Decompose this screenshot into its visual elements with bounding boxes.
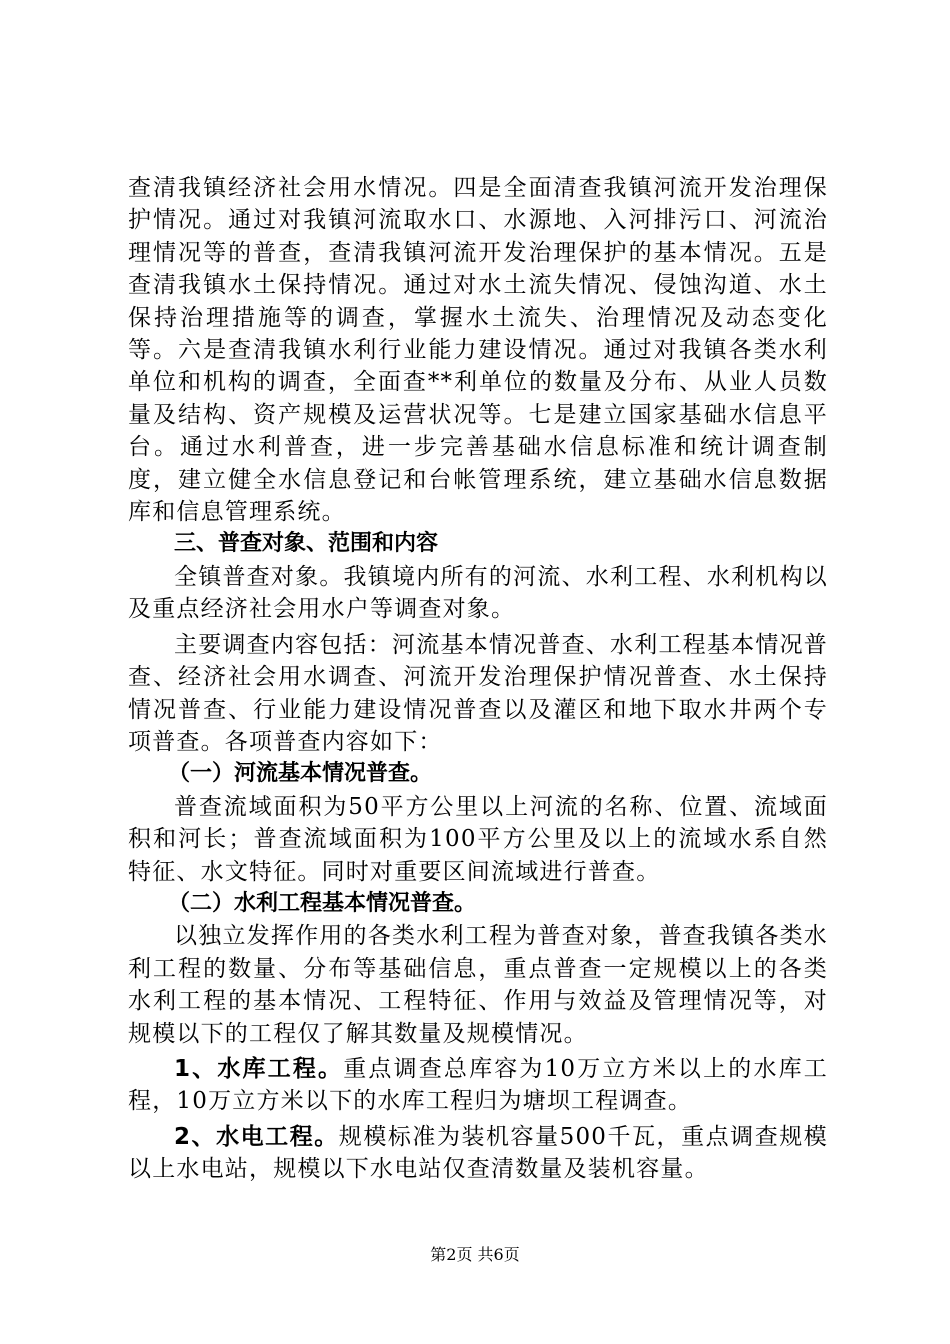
body-paragraph: 全镇普查对象。我镇境内所有的河流、水利工程、水利机构以及重点经济社会用水户等调查对象。	[128, 563, 828, 623]
list-item	[128, 1053, 828, 1118]
item-lead: 1、水库工程。	[174, 1055, 344, 1082]
body-paragraph: 主要调查内容包括：河流基本情况普查、水利工程基本情况普查、经济社会用水调查、河流开发治理保护情况普查、水土保持情况普查、行业能力建设情况普查以及灌区和地下取水井两个专项普查。各项普查内容如下：	[128, 631, 828, 755]
subsection-heading: （二）水利工程基本情况普查。	[168, 890, 477, 916]
item-text: 重点调查总库容为10万立方米以上的水库工程，10万立方米以下的水库工程归为塘坝工程调查。	[128, 1055, 828, 1115]
list-item	[128, 1121, 828, 1186]
item-lead: 2、水电工程。	[174, 1123, 339, 1150]
section-heading: 三、普查对象、范围和内容	[174, 531, 439, 557]
item-text: 规模标准为装机容量500千瓦，重点调查规模以上水电站，规模以下水电站仅查清数量及装机容量。	[128, 1123, 828, 1183]
intro-paragraph: 查清我镇经济社会用水情况。四是全面清查我镇河流开发治理保护情况。通过对我镇河流取水口、水源地、入河排污口、河流治理情况等的普查，查清我镇河流开发治理保护的基本情况。五是查清我镇水土保持情况。通过对水土流失情况、侵蚀沟道、水土保持治理措施等的调查，掌握水土流失、治理情况及动态变化等。六是查清我镇水利行业能力建设情况。通过对我镇各类水利单位和机构的调查，全面查**利单位的数量及分布、从业人员数量及结构、资产规模及运营状况等。七是建立国家基础水信息平台。通过水利普查，进一步完善基础水信息标准和统计调查制度，建立健全水信息登记和台帐管理系统，建立基础水信息数据库和信息管理系统。	[128, 175, 828, 526]
body-paragraph: 普查流域面积为50平方公里以上河流的名称、位置、流域面积和河长；普查流域面积为100平方公里及以上的流域水系自然特征、水文特征。同时对重要区间流域进行普查。	[128, 793, 828, 885]
subsection-heading: （一）河流基本情况普查。	[168, 761, 433, 787]
body-paragraph: 以独立发挥作用的各类水利工程为普查对象，普查我镇各类水利工程的数量、分布等基础信息，重点普查一定规模以上的各类水利工程的基本情况、工程特征、作用与效益及管理情况等，对规模以下的工程仅了解其数量及规模情况。	[128, 923, 828, 1047]
document-body	[128, 172, 828, 1186]
page-footer: 第2页 共6页	[430, 1245, 520, 1264]
